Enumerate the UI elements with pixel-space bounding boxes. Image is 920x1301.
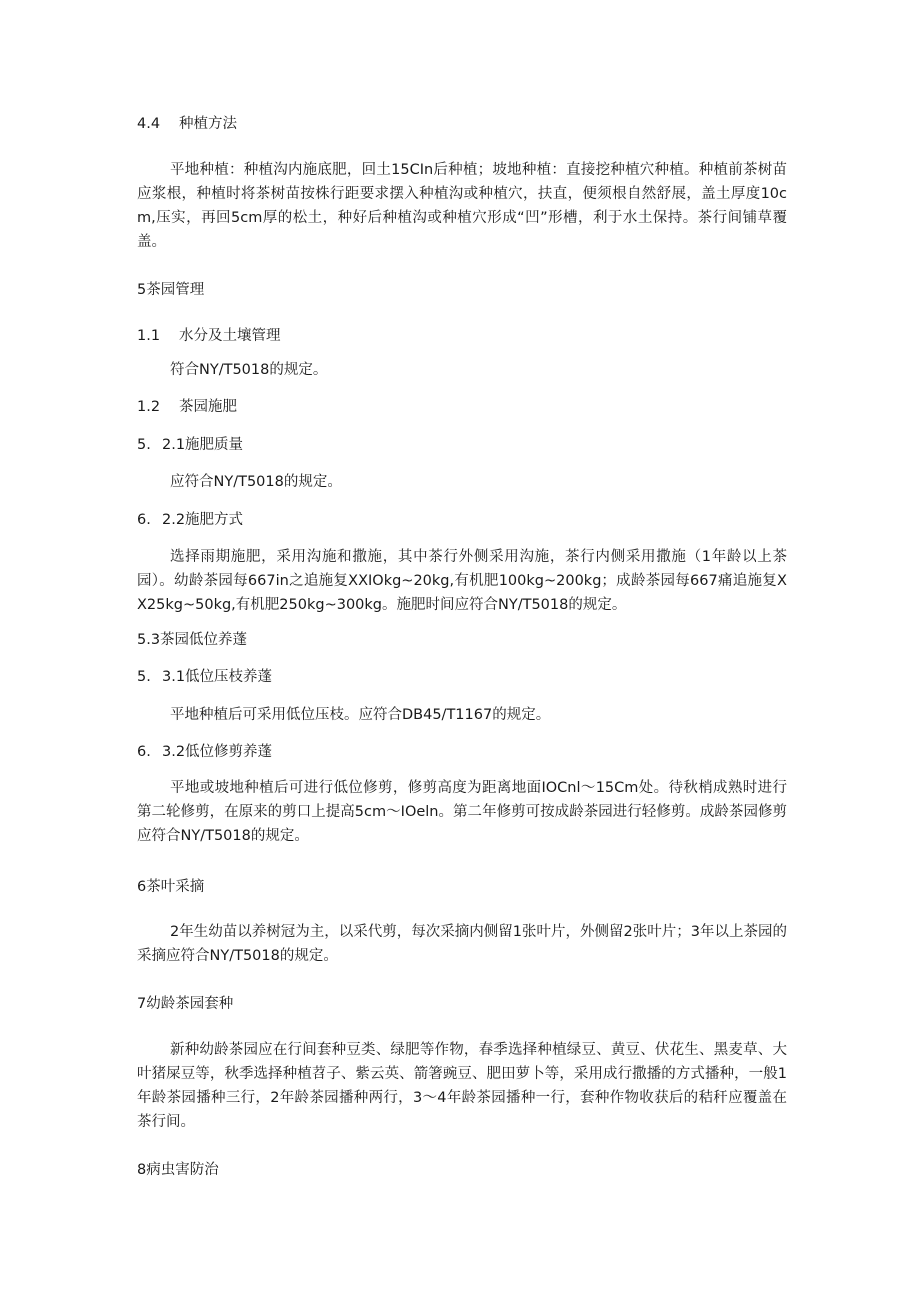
paragraph-low-pressing: 平地种植后可采用低位压枝。应符合DB45/T1167的规定。	[170, 707, 551, 723]
section-heading-6-2-2	[137, 510, 243, 530]
section-heading-5-3-1	[137, 667, 272, 687]
paragraph-fertilizer-quality: 应符合NY/T5018的规定。	[170, 474, 342, 490]
paragraph-planting-method: 平地种植：种植沟内施底肥，回土15CIn后种植；坡地种植：直接挖种植穴种植。种植前茶树苗应浆根，种植时将茶树苗按株行距要求摆入种植沟或种植穴，扶直，便须根自然舒展，盖土厚度10cm,压实，再回5cm厚的松土，种好后种植沟或种植穴形成“凹”形槽，利于水土保持。茶行间铺草覆盖。	[137, 162, 787, 250]
section-number: 4.4	[137, 116, 161, 132]
paragraph-tea-picking: 2年生幼苗以养树冠为主，以采代剪，每次采摘内侧留1张叶片，外侧留2张叶片；3年以上茶园的采摘应符合NY/T5018的规定。	[137, 924, 787, 964]
section-heading-1-1	[137, 326, 281, 346]
section-title: 水分及土壤管理	[179, 328, 281, 344]
section-heading-7: 7幼龄茶园套种	[137, 996, 234, 1012]
paragraph-intercropping: 新种幼龄茶园应在行间套种豆类、绿肥等作物，春季选择种植绿豆、黄豆、伏花生、黑麦草、大叶猪屎豆等，秋季选择种植苕子、紫云英、箭箸豌豆、肥田萝卜等，采用成行撒播的方式播种，一般1年龄茶园播种三行，2年龄茶园播种两行，3～4年龄茶园播种一行，套种作物收获后的秸秆应覆盖在茶行间。	[137, 1042, 787, 1130]
section-heading-5: 5茶园管理	[137, 282, 205, 298]
section-title: 2.1施肥质量	[162, 437, 244, 453]
paragraph-water-soil: 符合NY/T5018的规定。	[170, 362, 328, 378]
section-title: 种植方法	[179, 116, 237, 132]
section-title: 2.2施肥方式	[162, 512, 244, 528]
section-title: 茶园施肥	[179, 399, 237, 415]
section-heading-6-3-2	[137, 742, 272, 762]
section-heading-5-2-1	[137, 435, 243, 455]
section-number: 5.	[137, 669, 151, 685]
section-number: 1.1	[137, 328, 161, 344]
section-title: 3.1低位压枝养蓬	[162, 669, 273, 685]
section-number: 6.	[137, 512, 151, 528]
section-heading-6: 6茶叶采摘	[137, 879, 205, 895]
paragraph-fertilizer-method: 选择雨期施肥，采用沟施和撒施，其中茶行外侧采用沟施，茶行内侧采用撒施（1年龄以上茶园）。幼龄茶园每667in之追施复XXIOkg~20kg,有机肥100kg~200kg；成龄茶园每667痛追施复XX25kg~50kg,有机肥250kg~300kg。施肥时间应符合NY/T5018的规定。	[137, 549, 787, 613]
section-number: 5.	[137, 437, 151, 453]
section-number: 1.2	[137, 399, 161, 415]
section-heading-5-3: 5.3茶园低位养蓬	[137, 632, 248, 648]
section-title: 3.2低位修剪养蓬	[162, 744, 273, 760]
section-heading-4-4	[137, 114, 237, 134]
section-heading-8: 8病虫害防治	[137, 1162, 219, 1178]
section-heading-1-2	[137, 397, 237, 417]
paragraph-low-pruning: 平地或坡地种植后可进行低位修剪，修剪高度为距离地面IOCnl～15Cm处。待秋梢成熟时进行第二轮修剪，在原来的剪口上提高5cm～IOeln。第二年修剪可按成龄茶园进行轻修剪。成龄茶园修剪应符合NY/T5018的规定。	[137, 780, 787, 844]
section-number: 6.	[137, 744, 151, 760]
